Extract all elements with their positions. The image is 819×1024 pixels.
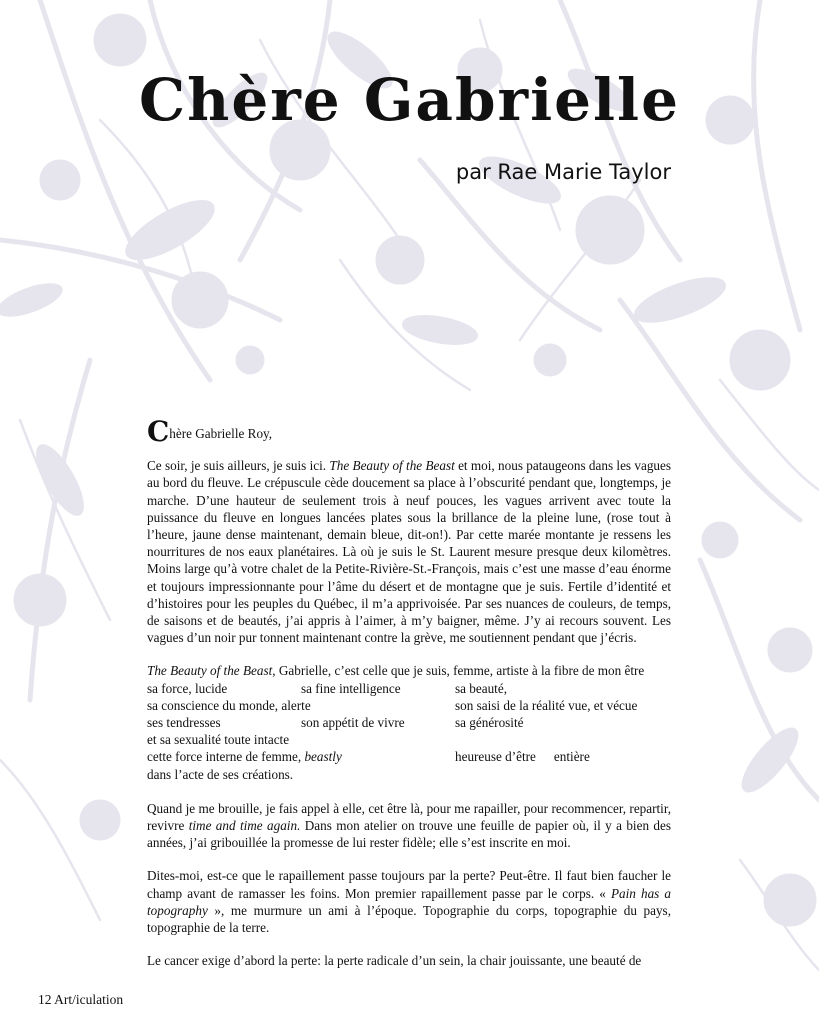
poem-cell: et sa sexualité toute intacte xyxy=(147,732,290,748)
poem-intro-text: , Gabrielle, c’est celle que je suis, femme, artiste à la fibre de mon être xyxy=(272,663,645,679)
poem-line-1 xyxy=(147,680,671,697)
paragraph-3-text-b: », me murmure un ami à l’époque. Topographie du corps, topographie du pays, topographie de la terre. xyxy=(147,902,671,935)
paragraph-3-italic: Pain has a topography xyxy=(147,885,671,918)
paragraph-2-text-a: Quand je me brouille, je fais appel à elle, cet être là, pour me rapailler, pour recommencer, repartir, revivre xyxy=(147,800,671,833)
poem-cell: sa conscience du monde, alerte xyxy=(147,697,311,713)
poem-cell: son appétit de vivre xyxy=(301,715,405,731)
poem-cell: heureuse d’être xyxy=(455,749,536,765)
paragraph-3 xyxy=(147,867,671,936)
article-title: Chère Gabrielle xyxy=(138,66,680,134)
poem-line-5 xyxy=(147,748,671,765)
poem-cell: sa force, lucide xyxy=(147,680,228,696)
poem-line-6 xyxy=(147,766,671,783)
paragraph-1-text-b: et moi, nous pataugeons dans les vagues au bord du fleuve. Le crépuscule cède doucement sa place à l’obscurité pendant que, longtemps, je marche. D’une hauteur de seulement trois à neuf pouces, les vagues arrivent avec toute la puissance du fleuve en longues lancées plates sous la brillance de la pleine lune, (rose tout à l’heure, jaune dense maintenant, demain bleue, dit-on!). Par cette marée montante je ressens les nourritures de nos eaux planétaires. Là où je suis le St. Laurent mesure presque deux kilomètres. Moins large qu’à votre chalet de la Petite-Rivière-St.-François, mais c’est une masse d’eau énorme et toujours impressionnante pour l’âme du désert et de montagne que je suis. Fertile d’identité et d’histoires pour les peuples du Québec, il m’a apprivoisée. Par ses nuances de couleurs, de temps, de saisons et de beautés, j’ai appris à l’aimer, à m’y baigner, même. J’y ai recours souvent. Les vagues d’un noir pur tonnent maintenant contre la grève, me soutiennent pendant que j’écris. xyxy=(147,458,672,646)
poem-cell xyxy=(301,697,455,714)
poem-line-3 xyxy=(147,714,671,731)
poem-block xyxy=(147,662,671,782)
poem-cell: dans l’acte de ses créations. xyxy=(147,766,294,782)
poem-cell: entière xyxy=(553,749,590,765)
paragraph-2 xyxy=(147,800,671,852)
paragraph-3-text-a: Dites-moi, est-ce que le rapaillement passe toujours par la perte? Peut-être. Il faut bien faucher le champ avant de ramasser les foins. Mon premier rapaillement passe par le corps. « xyxy=(147,868,671,901)
letter-body xyxy=(147,415,672,969)
paragraph-2-text-b: Dans mon atelier on trouve une feuille de papier où, il y a bien des années, j’ai gribouillée la promesse de lui rester fidèle; elle s’est inscrite en moi. xyxy=(147,817,671,851)
paragraph-1 xyxy=(147,457,671,646)
poem-cell: cette force interne de femme, xyxy=(147,749,305,765)
poem-cell: son saisi de la réalité vue, et vécue xyxy=(455,697,638,713)
poem-intro xyxy=(147,662,671,679)
page-footer: 12 Art/iculation xyxy=(38,992,124,1007)
paragraph-2-italic: time and time again. xyxy=(188,817,301,833)
salutation xyxy=(147,415,671,448)
poem-line-4 xyxy=(147,731,671,748)
author-byline: par Rae Marie Taylor xyxy=(455,160,671,184)
poem-intro-italic: The Beauty of the Beast xyxy=(147,663,273,679)
salutation-text: hère Gabrielle Roy, xyxy=(169,426,273,441)
poem-cell: sa beauté, xyxy=(455,680,507,696)
paragraph-4: Le cancer exige d’abord la perte: la perte radicale d’un sein, la chair jouissante, une beauté de xyxy=(147,953,642,969)
paragraph-1-title-italic: The Beauty of the Beast xyxy=(329,458,455,474)
poem-cell: ses tendresses xyxy=(147,715,221,731)
poem-cell: sa fine intelligence xyxy=(301,680,401,696)
paragraph-1-text-a: Ce soir, je suis ailleurs, je suis ici. xyxy=(147,458,330,474)
poem-cell-italic: beastly xyxy=(304,749,342,765)
poem-line-2 xyxy=(147,697,671,714)
drop-cap: C xyxy=(147,415,170,448)
poem-cell: sa générosité xyxy=(455,715,524,731)
